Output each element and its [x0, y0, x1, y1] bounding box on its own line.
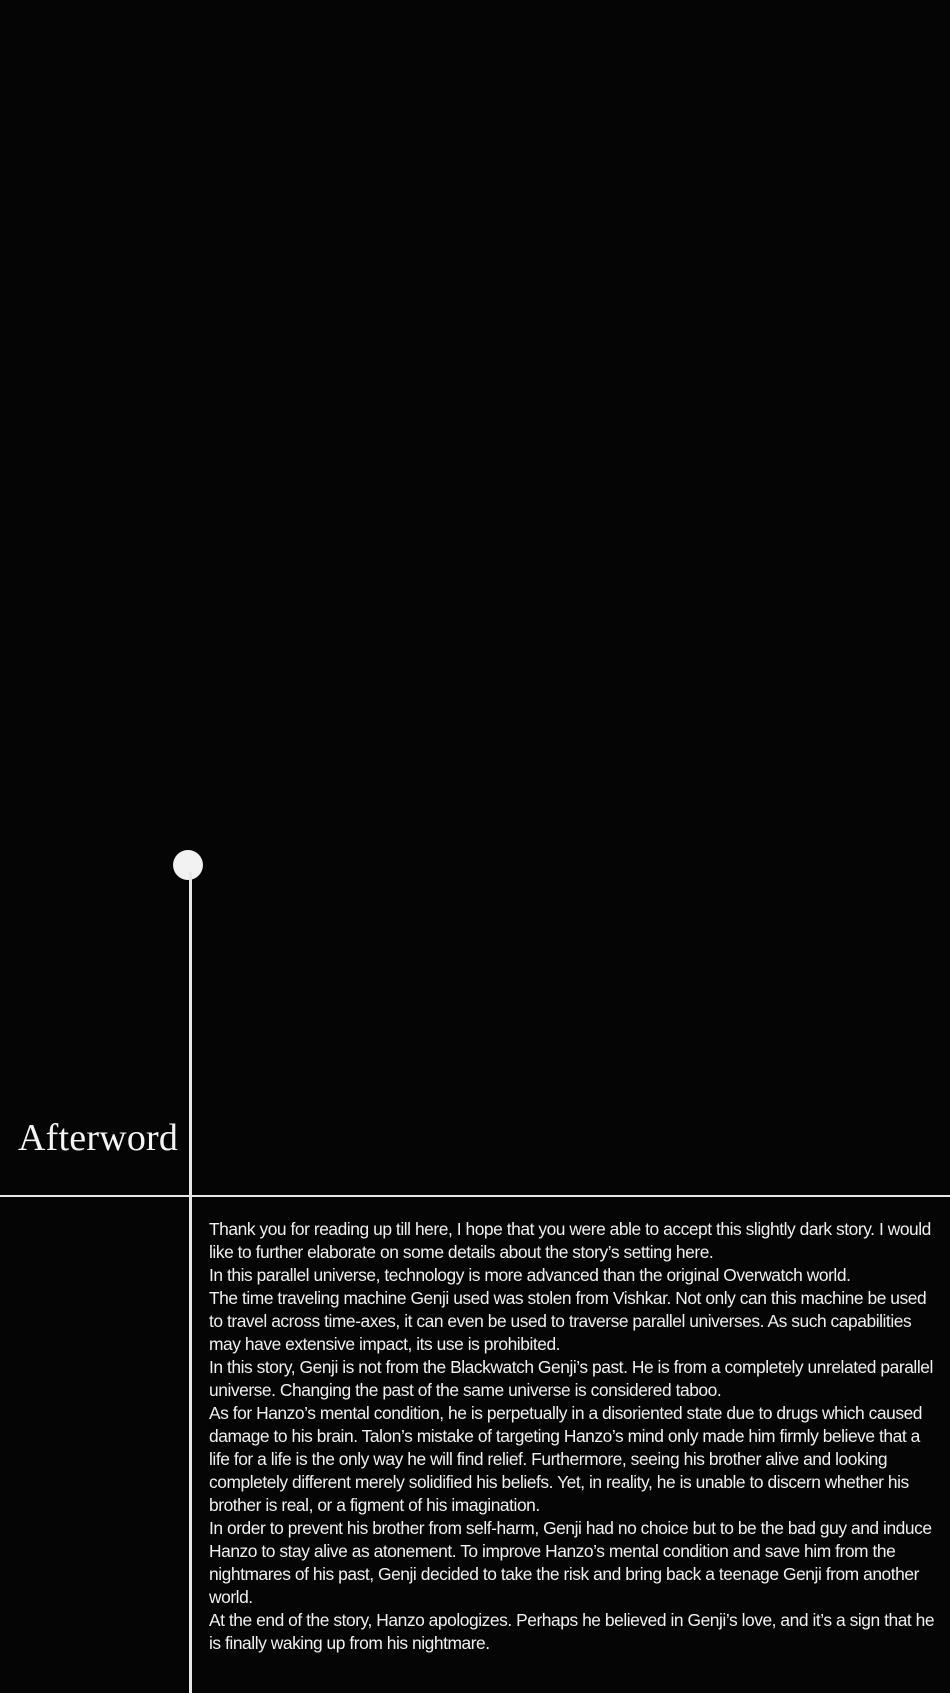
paragraph: In order to prevent his brother from self-harm, Genji had no choice but to be the bad guy and induce Hanzo to stay alive as atonement. To improve Hanzo’s mental condition and save him from the nightmares of his past, Genji decided to take the risk and bring back a teenage Genji from another world.	[209, 1518, 932, 1607]
horizontal-divider	[0, 1195, 950, 1197]
page-title: Afterword	[18, 1117, 179, 1159]
paragraph: In this parallel universe, technology is more advanced than the original Overwatch world.	[209, 1265, 851, 1285]
paragraph: At the end of the story, Hanzo apologizes. Perhaps he believed in Genji’s love, and it’s a sign that he is finally waking up from his nightmare.	[209, 1610, 935, 1653]
paragraph: The time traveling machine Genji used was stolen from Vishkar. Not only can this machine be used to travel across time-axes, it can even be used to traverse parallel universes. As such capabilities may have extensive impact, its use is prohibited.	[209, 1288, 927, 1354]
paragraph: Thank you for reading up till here, I hope that you were able to accept this slightly dark story. I would like to further elaborate on some details about the story’s setting here.	[209, 1219, 931, 1262]
afterword-body	[209, 1218, 944, 1655]
timeline-dot	[173, 850, 203, 880]
paragraph: As for Hanzo’s mental condition, he is perpetually in a disoriented state due to drugs which caused damage to his brain. Talon’s mistake of targeting Hanzo’s mind only made him firmly believe that a life for a life is the only way he will find relief. Furthermore, seeing his brother alive and looking completely different merely solidified his beliefs. Yet, in reality, he is unable to discern whether his brother is real, or a figment of his imagination.	[209, 1403, 923, 1515]
paragraph: In this story, Genji is not from the Blackwatch Genji’s past. He is from a completely unrelated parallel universe. Changing the past of the same universe is considered taboo.	[209, 1357, 933, 1400]
timeline-vertical-line	[189, 872, 192, 1693]
